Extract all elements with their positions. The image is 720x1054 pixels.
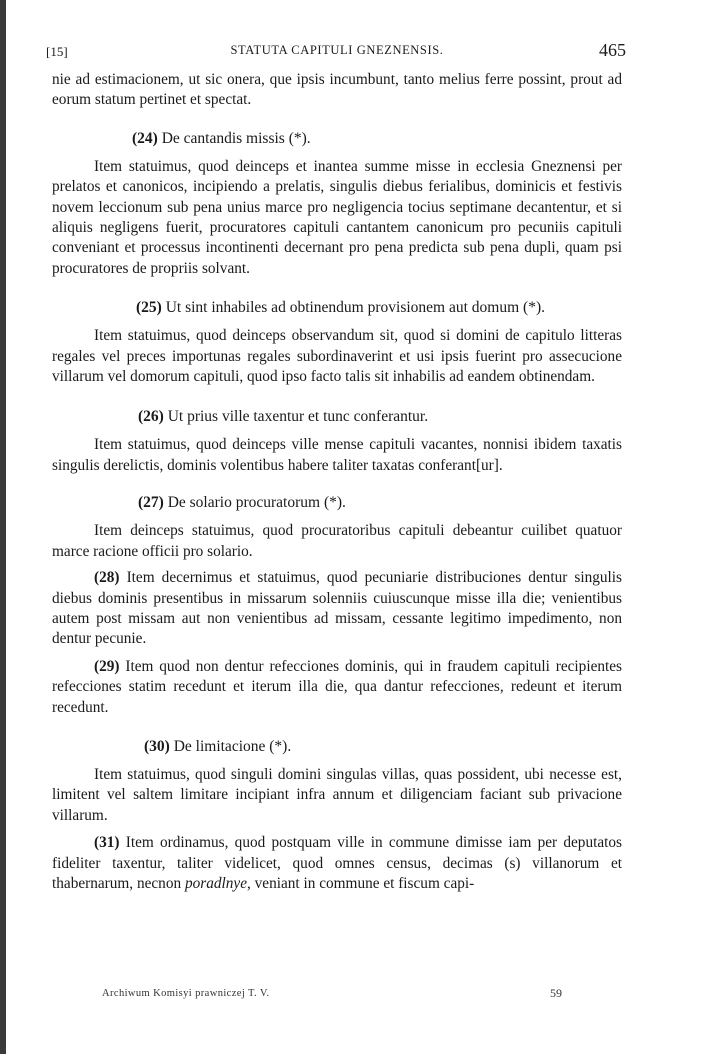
section-29-number: (29) [94,657,120,675]
section-24-title: De cantandis missis (*). [161,129,311,147]
section-31-italic-term: poradlnye [184,874,247,892]
section-28-body: Item decernimus et statuimus, quod pecuniarie distribuciones dentur singulis diebus dominis presentibus in missarum solenniis cuiuscunque misse illa die; venientibus autem post missam aut non venientibus ad missam, cessante legitimo impedimento, non dentur pecunie. [52,569,622,648]
page-footer [52,988,618,1004]
footer-source: Archiwum Komisyi prawniczej T. V. [102,988,270,999]
section-24-body: Item statuimus, quod deinceps et inantea summe misse in ecclesia Gneznensi per prelatos et canonicos, incipiendo a prelatis, singulis diebus ferialibus, dominicis et festivis novem leccionum sub pena unius marce pro negligencia tocius septimane decantentur, et si aliquis negligens fuerit, procuratores capituli cantantem canonicum pro pecuniis capituli conveniant et processus incontinenti decernant pro pena predicta sub pena dupli, quam psi procuratores de propriis solvant. [52,157,622,277]
section-25-number: (25) [136,299,162,317]
footer-signature-number: 59 [550,986,562,1000]
section-26-body: Item statuimus, quod deinceps ville mense capituli vacantes, nonnisi ibidem taxatis singulis derelictis, dominis volentibus habere taliter taxatas conferant[ur]. [52,436,622,474]
section-31-body-start: Item ordinamus, quod postquam ville in commune dimisse iam per deputatos fideliter taxentur, taliter videlicet, quod omnes census, decimas (s) villanorum et thabernarum, necnon [52,834,622,892]
section-28-paragraph [52,568,622,650]
section-27-body: Item deinceps statuimus, quod procuratoribus capituli debeantur cuilibet quatuor marce racione officii pro solario. [52,522,622,560]
section-25-title: Ut sint inhabiles ad obtinendum provisionem aut domum (*). [165,299,545,317]
section-31-body-end: , veniant in commune et fiscum capi- [246,874,475,892]
section-31-number: (31) [94,834,120,852]
section-25-body: Item statuimus, quod deinceps observandum sit, quod si domini de capitulo litteras regales vel preces importunas regales subordinaverint et usi ipsis fuerint pro assecucione villarum vel domorum capituli, quod ipso facto talis sit inhabilis ad eandem obtinendam. [52,327,622,386]
document-page [46,36,626,894]
section-29-paragraph [52,657,622,718]
header-section-marker: [15] [46,44,68,59]
section-27-title: De solario procuratorum (*). [167,494,346,512]
section-30-title: De limitacione (*). [173,737,292,755]
section-27-heading [138,493,622,513]
intro-paragraph: nie ad estimacionem, ut sic onera, que ipsis incumbunt, tanto melius ferre possint, prout ad eorum statum pertinet et spectat. [52,71,622,109]
section-30-heading [144,737,622,757]
section-30-body: Item statuimus, quod singuli domini singulas villas, quas possident, ubi necesse est, limitent vel saltem limitare incipiant infra annum et diligenciam faciant sub privacione villarum. [52,765,622,824]
section-29-body: Item quod non dentur refecciones dominis, qui in fraudem capituli recipientes refecciones statim recedunt et iterum illa die, qua dantur refecciones, redeunt et iterum recedunt. [52,657,622,716]
page-binding-edge [0,0,6,1054]
section-24-heading [132,129,622,149]
section-26-title: Ut prius ville taxentur et tunc conferantur. [167,408,429,426]
running-header [46,36,626,70]
section-25-heading [136,298,622,318]
section-26-number: (26) [138,408,164,426]
section-30-number: (30) [144,737,170,755]
header-title: STATUTA CAPITULI GNEZNENSIS. [230,43,444,57]
section-24-number: (24) [132,129,158,147]
section-28-number: (28) [94,569,120,587]
section-27-number: (27) [138,494,164,512]
page-number: 465 [599,40,626,60]
section-31-paragraph [52,833,622,894]
section-26-heading [138,407,622,427]
